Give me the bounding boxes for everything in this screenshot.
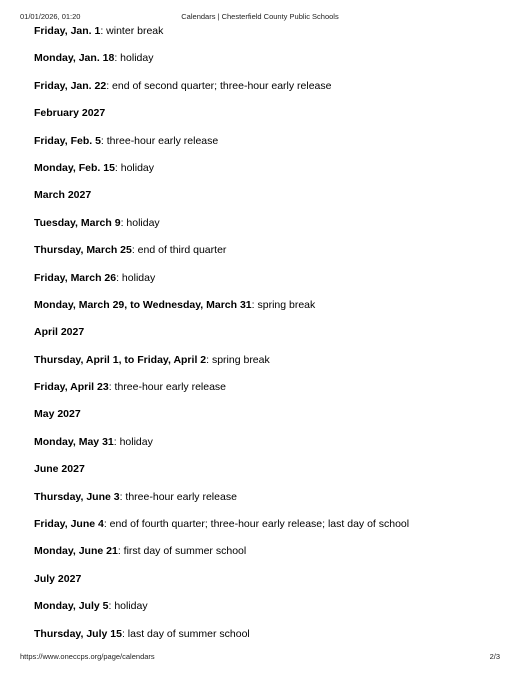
calendar-entry: [34, 162, 504, 189]
calendar-list: [34, 25, 504, 655]
entry-date: Friday, Jan. 1: [34, 25, 101, 37]
entry-date: Monday, March 29, to Wednesday, March 31: [34, 298, 252, 311]
calendar-entry: [34, 25, 504, 52]
entry-description: : spring break: [251, 298, 316, 311]
month-heading-text: April 2027: [34, 326, 85, 339]
entry-date: Monday, May 31: [34, 435, 114, 448]
calendar-entry: [34, 600, 504, 627]
entry-description: : holiday: [113, 435, 153, 448]
entry-description: : first day of summer school: [117, 545, 247, 558]
entry-description: : three-hour early release: [108, 381, 227, 394]
month-heading-text: May 2027: [34, 408, 81, 421]
entry-date: Friday, June 4: [34, 518, 104, 531]
print-datetime: 01/01/2026, 01:20: [20, 12, 81, 21]
print-page-url: https://www.oneccps.org/page/calendars: [20, 652, 155, 661]
entry-date: Thursday, April 1, to Friday, April 2: [34, 353, 207, 366]
entry-date: Friday, Feb. 5: [34, 134, 101, 147]
entry-date: Friday, Jan. 22: [34, 79, 107, 92]
print-page-title: Calendars | Chesterfield County Public Schools: [181, 12, 339, 21]
entry-date: Thursday, June 3: [34, 490, 120, 503]
entry-description: : last day of summer school: [121, 627, 250, 640]
calendar-entry: [34, 244, 504, 271]
month-heading: [34, 463, 504, 490]
month-heading: [34, 408, 504, 435]
month-heading-text: June 2027: [34, 463, 85, 476]
print-page-number: 2/3: [489, 652, 500, 661]
entry-date: Monday, Jan. 18: [34, 52, 115, 65]
calendar-entry: [34, 52, 504, 79]
calendar-entry: [34, 135, 504, 162]
calendar-entry: [34, 436, 504, 463]
calendar-entry: [34, 545, 504, 572]
calendar-entry: [34, 354, 504, 381]
entry-description: : spring break: [206, 353, 270, 366]
entry-description: : end of fourth quarter; three-hour early release; last day of school: [103, 518, 410, 531]
calendar-entry: [34, 491, 504, 518]
entry-description: : holiday: [114, 161, 155, 174]
month-heading-text: February 2027: [34, 107, 106, 120]
calendar-entry: [34, 217, 504, 244]
entry-description: : three-hour early release: [100, 134, 219, 147]
entry-description: : holiday: [116, 271, 156, 284]
calendar-entry: [34, 80, 504, 107]
month-heading: [34, 326, 504, 353]
entry-description: : end of second quarter; three-hour early release: [106, 79, 332, 92]
entry-description: : end of third quarter: [131, 244, 227, 257]
month-heading-text: March 2027: [34, 189, 92, 202]
entry-description: : holiday: [120, 216, 160, 229]
entry-date: Thursday, July 15: [34, 627, 122, 640]
entry-date: Friday, April 23: [34, 381, 109, 394]
calendar-entry: [34, 299, 504, 326]
entry-date: Thursday, March 25: [34, 244, 132, 257]
month-heading: [34, 573, 504, 600]
month-heading: [34, 107, 504, 134]
entry-date: Monday, July 5: [34, 600, 109, 613]
calendar-entry: [34, 272, 504, 299]
month-heading: [34, 189, 504, 216]
calendar-entry: [34, 628, 504, 655]
calendar-entry: [34, 518, 504, 545]
entry-date: Tuesday, March 9: [34, 216, 121, 229]
entry-description: : holiday: [114, 52, 154, 65]
entry-description: : holiday: [108, 600, 148, 613]
entry-date: Friday, March 26: [34, 271, 117, 284]
calendar-entry: [34, 381, 504, 408]
entry-description: : three-hour early release: [119, 490, 237, 503]
entry-description: : winter break: [100, 25, 164, 37]
entry-date: Monday, June 21: [34, 545, 118, 558]
entry-date: Monday, Feb. 15: [34, 161, 115, 174]
month-heading-text: July 2027: [34, 572, 82, 585]
